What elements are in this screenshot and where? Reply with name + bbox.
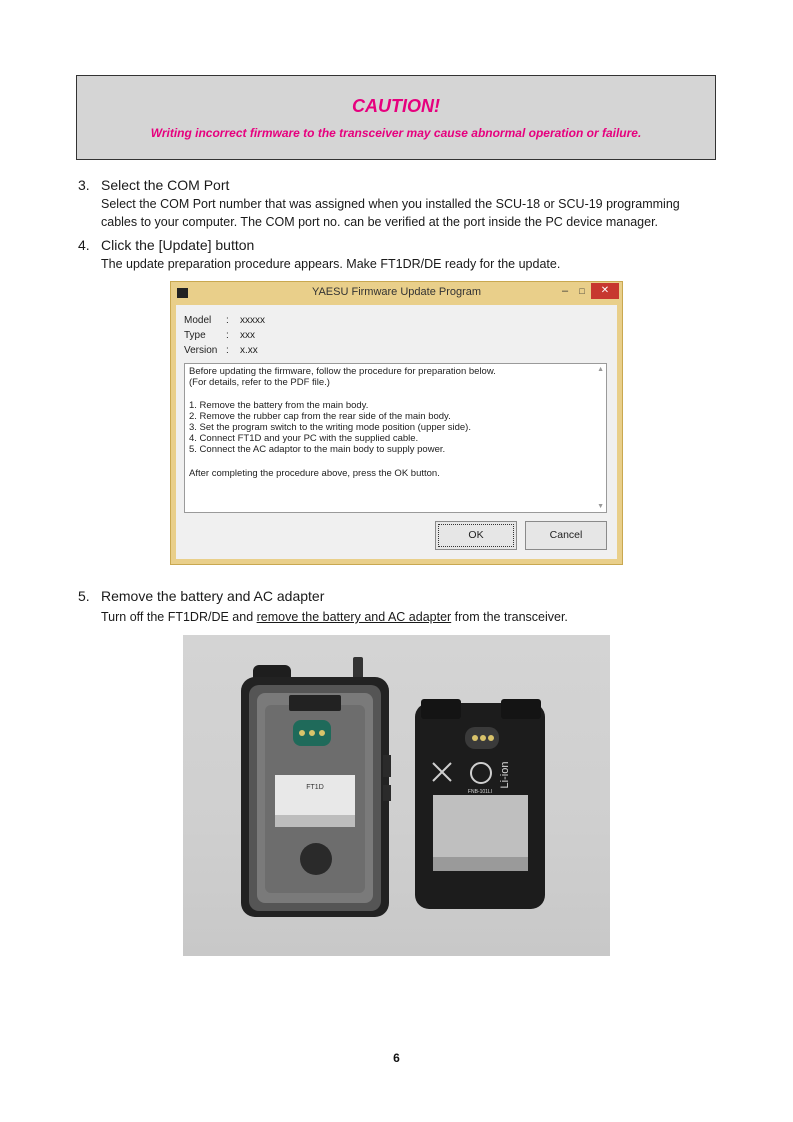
message-line: 3. Set the program switch to the writing mode position (upper side). bbox=[189, 422, 471, 433]
step-body-underlined: remove the battery and AC adapter bbox=[256, 610, 452, 624]
version-sep: : bbox=[226, 345, 229, 356]
step-body-line: cables to your computer. The COM port no. can be verified at the port inside the PC device manager. bbox=[101, 215, 659, 229]
step-body-text: from the transceiver. bbox=[451, 610, 568, 624]
step-number: 3. bbox=[78, 177, 90, 193]
dialog-title: YAESU Firmware Update Program bbox=[311, 286, 482, 298]
message-line: 1. Remove the battery from the main body. bbox=[189, 400, 369, 411]
ok-button[interactable]: OK bbox=[435, 521, 517, 550]
caution-text: Writing incorrect firmware to the transceiver may cause abnormal operation or failure. bbox=[150, 126, 642, 140]
step-body bbox=[101, 195, 721, 231]
close-icon[interactable]: ✕ bbox=[591, 283, 619, 299]
step-body-line: The update preparation procedure appears. Make FT1DR/DE ready for the update. bbox=[101, 257, 561, 271]
model-row bbox=[184, 315, 265, 326]
dialog-client-area bbox=[176, 305, 617, 559]
step-heading: Click the [Update] button bbox=[101, 237, 255, 253]
step-body bbox=[101, 608, 721, 626]
step-body-line: Select the COM Port number that was assigned when you installed the SCU-18 or SCU-19 programming bbox=[101, 197, 680, 211]
radio-label: FT1D bbox=[306, 784, 324, 791]
message-line: (For details, refer to the PDF file.) bbox=[189, 377, 330, 388]
step-body bbox=[101, 255, 721, 273]
scroll-up-icon[interactable]: ▲ bbox=[597, 366, 604, 373]
caution-box bbox=[76, 75, 716, 160]
step-body-text: Turn off the FT1DR/DE and bbox=[101, 610, 257, 624]
type-row bbox=[184, 330, 255, 341]
caution-title: CAUTION! bbox=[352, 96, 440, 116]
page-number: 6 bbox=[393, 1051, 400, 1065]
version-label: Version bbox=[184, 345, 218, 356]
step-number: 4. bbox=[78, 237, 90, 253]
firmware-update-dialog bbox=[170, 281, 623, 565]
instructions-textbox[interactable] bbox=[184, 363, 607, 513]
model-label: Model bbox=[184, 315, 212, 326]
step-number: 5. bbox=[78, 588, 90, 604]
cancel-button[interactable]: Cancel bbox=[525, 521, 607, 550]
photo-illustration bbox=[183, 635, 610, 956]
type-value: xxx bbox=[240, 330, 255, 341]
type-sep: : bbox=[226, 330, 229, 341]
dialog-titlebar bbox=[171, 282, 622, 304]
battery-label: Li-ion bbox=[499, 761, 511, 789]
step-heading: Remove the battery and AC adapter bbox=[101, 588, 325, 604]
message-line: Before updating the firmware, follow the procedure for preparation below. bbox=[189, 366, 496, 377]
minimize-icon[interactable]: – bbox=[561, 285, 569, 297]
message-line: 5. Connect the AC adaptor to the main body to supply power. bbox=[189, 444, 446, 455]
scroll-down-icon[interactable]: ▼ bbox=[597, 503, 604, 510]
radio-battery-photo bbox=[183, 635, 610, 956]
step-heading: Select the COM Port bbox=[101, 177, 230, 193]
message-line: After completing the procedure above, press the OK button. bbox=[189, 468, 440, 479]
model-value: xxxxx bbox=[240, 315, 265, 326]
maximize-icon[interactable]: □ bbox=[579, 286, 585, 296]
version-value: x.xx bbox=[240, 345, 258, 356]
type-label: Type bbox=[184, 330, 206, 341]
battery-model: FNB-101LI bbox=[467, 789, 493, 795]
message-line: 2. Remove the rubber cap from the rear side of the main body. bbox=[189, 411, 451, 422]
model-sep: : bbox=[226, 315, 229, 326]
version-row bbox=[184, 345, 258, 356]
battery-pack bbox=[415, 699, 545, 909]
message-line: 4. Connect FT1D and your PC with the supplied cable. bbox=[189, 433, 419, 444]
